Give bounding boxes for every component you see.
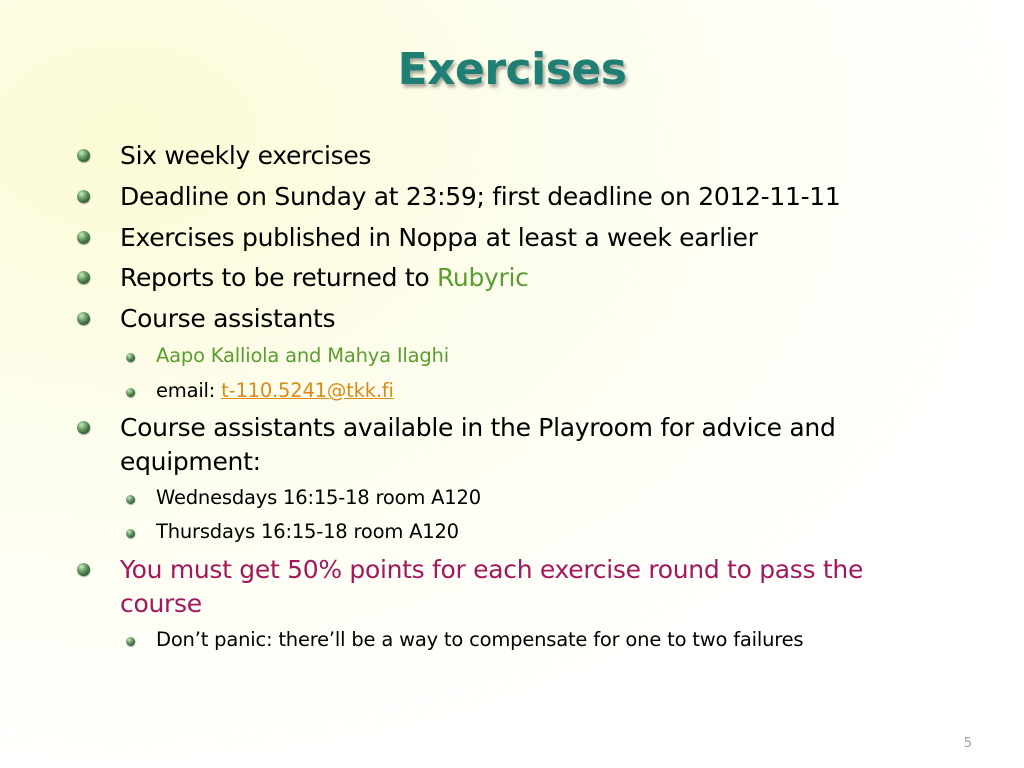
bullet-icon <box>77 563 90 576</box>
bullet-icon <box>77 421 90 434</box>
sub-bullet-wednesdays: Wednesdays 16:15-18 room A120 <box>156 486 481 509</box>
bullet-deadline: Deadline on Sunday at 23:59; first deadline on 2012-11-11 <box>120 182 841 211</box>
bullet-reports-rubyric <box>120 261 529 294</box>
sub-bullet-icon <box>126 388 135 397</box>
bullet-published-noppa: Exercises published in Noppa at least a week earlier <box>120 223 758 252</box>
bullet-six-weekly-exercises: Six weekly exercises <box>120 141 372 170</box>
rubyric-highlight: Rubyric <box>436 263 529 292</box>
bullet-pass-requirement-line1: You must get 50% points for each exercise round to pass the <box>120 555 864 584</box>
bullet-icon <box>77 149 90 162</box>
sub-bullet-assistant-names: Aapo Kalliola and Mahya Ilaghi <box>156 344 449 367</box>
slide-title: Exercises <box>397 44 627 95</box>
sub-bullet-dont-panic: Don’t panic: there’ll be a way to compensate for one to two failures <box>156 628 804 651</box>
sub-bullet-icon <box>126 495 135 504</box>
reports-text: Reports to be returned to <box>120 263 437 292</box>
page-number: 5 <box>963 736 972 751</box>
bullet-playroom-line1: Course assistants available in the Playroom for advice and <box>120 413 836 442</box>
bullet-course-assistants: Course assistants <box>120 304 336 333</box>
bullet-icon <box>77 312 90 325</box>
bullet-icon <box>77 231 90 244</box>
sub-bullet-icon <box>126 353 135 362</box>
sub-bullet-icon <box>126 529 135 538</box>
bullet-playroom-line2: equipment: <box>120 447 261 476</box>
email-link[interactable]: t-110.5241@tkk.fi <box>221 379 394 402</box>
bullet-pass-requirement-line2: course <box>120 589 202 618</box>
sub-bullet-icon <box>126 637 135 646</box>
email-label: email: <box>156 379 222 402</box>
sub-bullet-email <box>156 378 394 404</box>
bullet-icon <box>77 190 90 203</box>
sub-bullet-thursdays: Thursdays 16:15-18 room A120 <box>156 520 459 543</box>
bullet-icon <box>77 271 90 284</box>
